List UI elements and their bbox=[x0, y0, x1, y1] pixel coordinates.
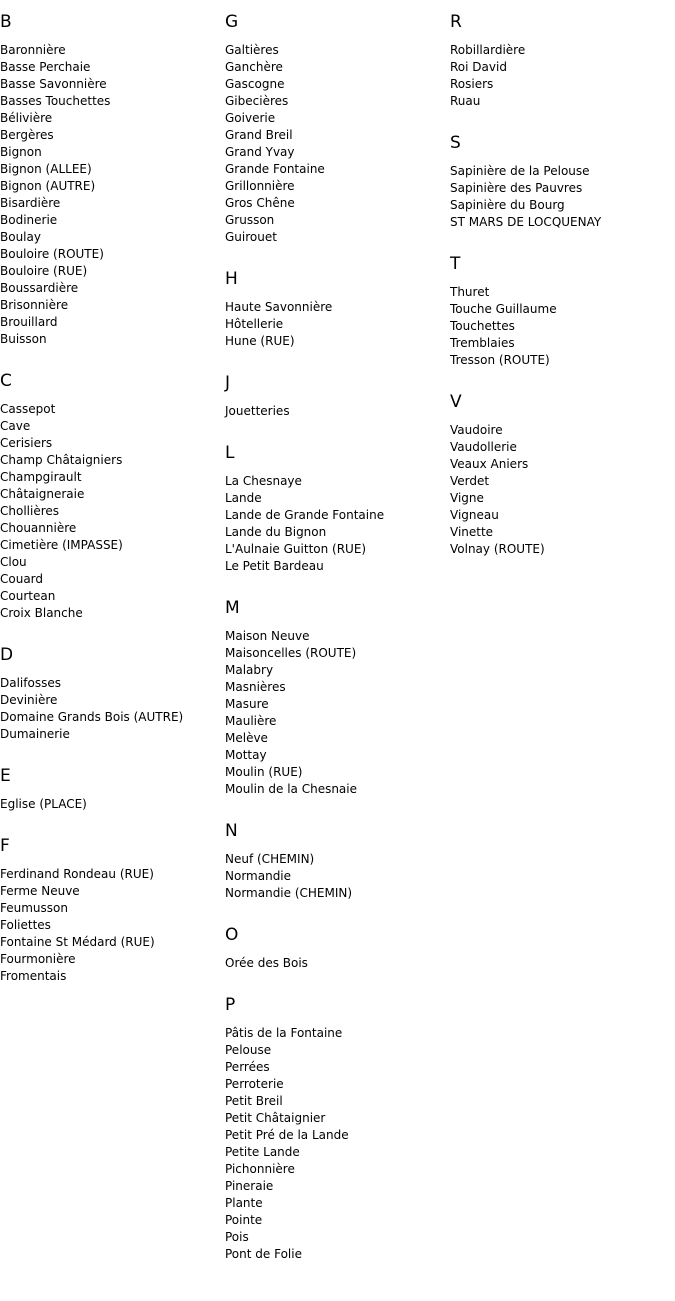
letter-section bbox=[225, 442, 450, 575]
street-name: Bodinerie bbox=[0, 213, 58, 227]
street-name: Rosiers bbox=[450, 77, 494, 91]
street-name: Basse Savonnière bbox=[0, 77, 107, 91]
street-name: Buisson bbox=[0, 332, 47, 346]
street-list bbox=[450, 284, 675, 369]
street-name: Cave bbox=[0, 419, 31, 433]
street-name: Masure bbox=[225, 697, 269, 711]
street-name: Gros Chêne bbox=[225, 196, 295, 210]
street-name: Bignon bbox=[0, 145, 42, 159]
street-name: Vigne bbox=[450, 491, 484, 505]
section-letter-heading: L bbox=[225, 443, 235, 463]
street-name: Veaux Aniers bbox=[450, 457, 529, 471]
section-letter-heading: H bbox=[225, 269, 238, 289]
street-name: Grande Fontaine bbox=[225, 162, 325, 176]
street-name: Chouannière bbox=[0, 521, 77, 535]
street-name: Le Petit Bardeau bbox=[225, 559, 324, 573]
street-name: Courtean bbox=[0, 589, 56, 603]
street-name: Gascogne bbox=[225, 77, 285, 91]
street-name: Maison Neuve bbox=[225, 629, 310, 643]
street-name: Lande du Bignon bbox=[225, 525, 327, 539]
street-name: Sapinière de la Pelouse bbox=[450, 164, 590, 178]
section-letter-heading: T bbox=[450, 254, 461, 274]
street-name: Devinière bbox=[0, 693, 58, 707]
letter-section bbox=[450, 253, 675, 369]
street-name: Grusson bbox=[225, 213, 275, 227]
letter-section bbox=[225, 597, 450, 798]
street-name: Croix Blanche bbox=[0, 606, 83, 620]
letter-section bbox=[225, 994, 450, 1263]
street-name: Moulin de la Chesnaie bbox=[225, 782, 357, 796]
section-letter-heading: E bbox=[0, 766, 11, 786]
street-list bbox=[450, 42, 675, 110]
section-letter-heading: B bbox=[0, 12, 12, 32]
section-letter-heading: G bbox=[225, 12, 239, 32]
street-name: Dalifosses bbox=[0, 676, 61, 690]
street-name: Guirouet bbox=[225, 230, 277, 244]
street-list bbox=[225, 473, 450, 575]
street-list bbox=[225, 42, 450, 246]
street-list bbox=[0, 866, 225, 985]
section-letter-heading: P bbox=[225, 995, 236, 1015]
street-name: Haute Savonnière bbox=[225, 300, 333, 314]
street-name: Cassepot bbox=[0, 402, 56, 416]
street-name: ST MARS DE LOCQUENAY bbox=[450, 215, 602, 229]
street-name: Petite Lande bbox=[225, 1145, 300, 1159]
letter-section bbox=[225, 11, 450, 246]
letter-section bbox=[225, 268, 450, 350]
street-name: Goiverie bbox=[225, 111, 276, 125]
street-name: Ferdinand Rondeau (RUE) bbox=[0, 867, 154, 881]
letter-section bbox=[0, 765, 225, 813]
section-letter-heading: C bbox=[0, 371, 12, 391]
street-list bbox=[225, 628, 450, 798]
street-name: Vaudoire bbox=[450, 423, 503, 437]
street-name: Hôtellerie bbox=[225, 317, 284, 331]
street-name: Maulière bbox=[225, 714, 277, 728]
section-letter-heading: V bbox=[450, 392, 462, 412]
street-name: Bignon (ALLEE) bbox=[0, 162, 92, 176]
street-name: Basses Touchettes bbox=[0, 94, 111, 108]
street-list bbox=[225, 299, 450, 350]
street-name: Châtaigneraie bbox=[0, 487, 85, 501]
section-letter-heading: F bbox=[0, 836, 10, 856]
street-name: L'Aulnaie Guitton (RUE) bbox=[225, 542, 367, 556]
street-name: Malabry bbox=[225, 663, 274, 677]
letter-section bbox=[225, 372, 450, 420]
index-column-1 bbox=[0, 11, 225, 1007]
letter-section bbox=[0, 370, 225, 622]
street-name: Pichonnière bbox=[225, 1162, 295, 1176]
street-name: Vaudollerie bbox=[450, 440, 517, 454]
street-name: Ganchère bbox=[225, 60, 283, 74]
street-list bbox=[0, 42, 225, 348]
street-name: Foliettes bbox=[0, 918, 51, 932]
index-column-3 bbox=[450, 11, 675, 580]
street-name: Vigneau bbox=[450, 508, 499, 522]
street-name: La Chesnaye bbox=[225, 474, 302, 488]
street-name: Lande de Grande Fontaine bbox=[225, 508, 385, 522]
street-name: Orée des Bois bbox=[225, 956, 308, 970]
street-name: Sapinière des Pauvres bbox=[450, 181, 583, 195]
street-name: Fontaine St Médard (RUE) bbox=[0, 935, 155, 949]
street-name: Eglise (PLACE) bbox=[0, 797, 87, 811]
street-name: Roi David bbox=[450, 60, 507, 74]
street-name: Pelouse bbox=[225, 1043, 272, 1057]
street-name: Jouetteries bbox=[225, 404, 290, 418]
street-name: Hune (RUE) bbox=[225, 334, 295, 348]
street-name: Pois bbox=[225, 1230, 249, 1244]
street-name: Ruau bbox=[450, 94, 481, 108]
street-name: Vinette bbox=[450, 525, 494, 539]
street-name: Cimetière (IMPASSE) bbox=[0, 538, 123, 552]
street-name: Baronnière bbox=[0, 43, 66, 57]
street-name: Bisardière bbox=[0, 196, 61, 210]
street-name: Ferme Neuve bbox=[0, 884, 80, 898]
street-name: Feumusson bbox=[0, 901, 68, 915]
street-name: Grillonnière bbox=[225, 179, 295, 193]
street-name: Masnières bbox=[225, 680, 286, 694]
street-name: Thuret bbox=[450, 285, 490, 299]
street-list bbox=[450, 422, 675, 558]
street-name: Champgirault bbox=[0, 470, 82, 484]
street-name: Cerisiers bbox=[0, 436, 53, 450]
street-name: Sapinière du Bourg bbox=[450, 198, 565, 212]
street-name: Verdet bbox=[450, 474, 490, 488]
street-name: Touche Guillaume bbox=[450, 302, 557, 316]
street-list bbox=[225, 955, 450, 972]
section-letter-heading: J bbox=[225, 373, 231, 393]
street-name: Boulay bbox=[0, 230, 41, 244]
letter-section bbox=[450, 391, 675, 558]
street-name: Tremblaies bbox=[450, 336, 515, 350]
section-letter-heading: R bbox=[450, 12, 462, 32]
street-name: Pineraie bbox=[225, 1179, 274, 1193]
street-list bbox=[450, 163, 675, 231]
section-letter-heading: O bbox=[225, 925, 239, 945]
street-name: Clou bbox=[0, 555, 27, 569]
street-name: Fourmonière bbox=[0, 952, 76, 966]
letter-section bbox=[0, 644, 225, 743]
street-name: Normandie bbox=[225, 869, 292, 883]
letter-section bbox=[225, 924, 450, 972]
street-name: Petit Pré de la Lande bbox=[225, 1128, 349, 1142]
street-name: Brouillard bbox=[0, 315, 58, 329]
street-list bbox=[0, 675, 225, 743]
letter-section bbox=[0, 835, 225, 985]
street-name: Neuf (CHEMIN) bbox=[225, 852, 315, 866]
street-name: Perroterie bbox=[225, 1077, 284, 1091]
street-name: Pointe bbox=[225, 1213, 263, 1227]
street-name: Bouloire (ROUTE) bbox=[0, 247, 104, 261]
street-name: Pont de Folie bbox=[225, 1247, 302, 1261]
street-name: Perrées bbox=[225, 1060, 270, 1074]
letter-section bbox=[450, 11, 675, 110]
street-name: Bergères bbox=[0, 128, 54, 142]
index-column-2 bbox=[225, 11, 450, 1285]
street-name: Plante bbox=[225, 1196, 263, 1210]
letter-section bbox=[225, 820, 450, 902]
street-name: Basse Perchaie bbox=[0, 60, 91, 74]
street-name: Brisonnière bbox=[0, 298, 69, 312]
section-letter-heading: S bbox=[450, 133, 461, 153]
street-name: Gibecières bbox=[225, 94, 289, 108]
street-name: Lande bbox=[225, 491, 262, 505]
street-name: Fromentais bbox=[0, 969, 67, 983]
street-name: Champ Châtaigniers bbox=[0, 453, 123, 467]
street-name: Pâtis de la Fontaine bbox=[225, 1026, 343, 1040]
street-name: Chollières bbox=[0, 504, 60, 518]
street-list bbox=[225, 1025, 450, 1263]
letter-section bbox=[0, 11, 225, 348]
street-name: Bouloire (RUE) bbox=[0, 264, 88, 278]
street-list bbox=[0, 796, 225, 813]
street-name: Melève bbox=[225, 731, 268, 745]
street-name: Dumainerie bbox=[0, 727, 70, 741]
street-name: Galtières bbox=[225, 43, 279, 57]
street-name: Bignon (AUTRE) bbox=[0, 179, 96, 193]
street-name: Robillardière bbox=[450, 43, 526, 57]
street-name: Normandie (CHEMIN) bbox=[225, 886, 353, 900]
section-letter-heading: M bbox=[225, 598, 240, 618]
street-list bbox=[225, 851, 450, 902]
street-name: Moulin (RUE) bbox=[225, 765, 303, 779]
street-list bbox=[225, 403, 450, 420]
street-name: Volnay (ROUTE) bbox=[450, 542, 545, 556]
street-list bbox=[0, 401, 225, 622]
street-name: Boussardière bbox=[0, 281, 79, 295]
street-name: Petit Breil bbox=[225, 1094, 283, 1108]
street-name: Maisoncelles (ROUTE) bbox=[225, 646, 357, 660]
section-letter-heading: N bbox=[225, 821, 238, 841]
street-name: Grand Breil bbox=[225, 128, 293, 142]
street-name: Couard bbox=[0, 572, 44, 586]
street-name: Touchettes bbox=[450, 319, 515, 333]
street-name: Mottay bbox=[225, 748, 267, 762]
street-name: Domaine Grands Bois (AUTRE) bbox=[0, 710, 184, 724]
section-letter-heading: D bbox=[0, 645, 14, 665]
street-name: Petit Châtaignier bbox=[225, 1111, 326, 1125]
street-name: Tresson (ROUTE) bbox=[450, 353, 550, 367]
letter-section bbox=[450, 132, 675, 231]
street-name: Grand Yvay bbox=[225, 145, 295, 159]
street-name: Bélivière bbox=[0, 111, 53, 125]
